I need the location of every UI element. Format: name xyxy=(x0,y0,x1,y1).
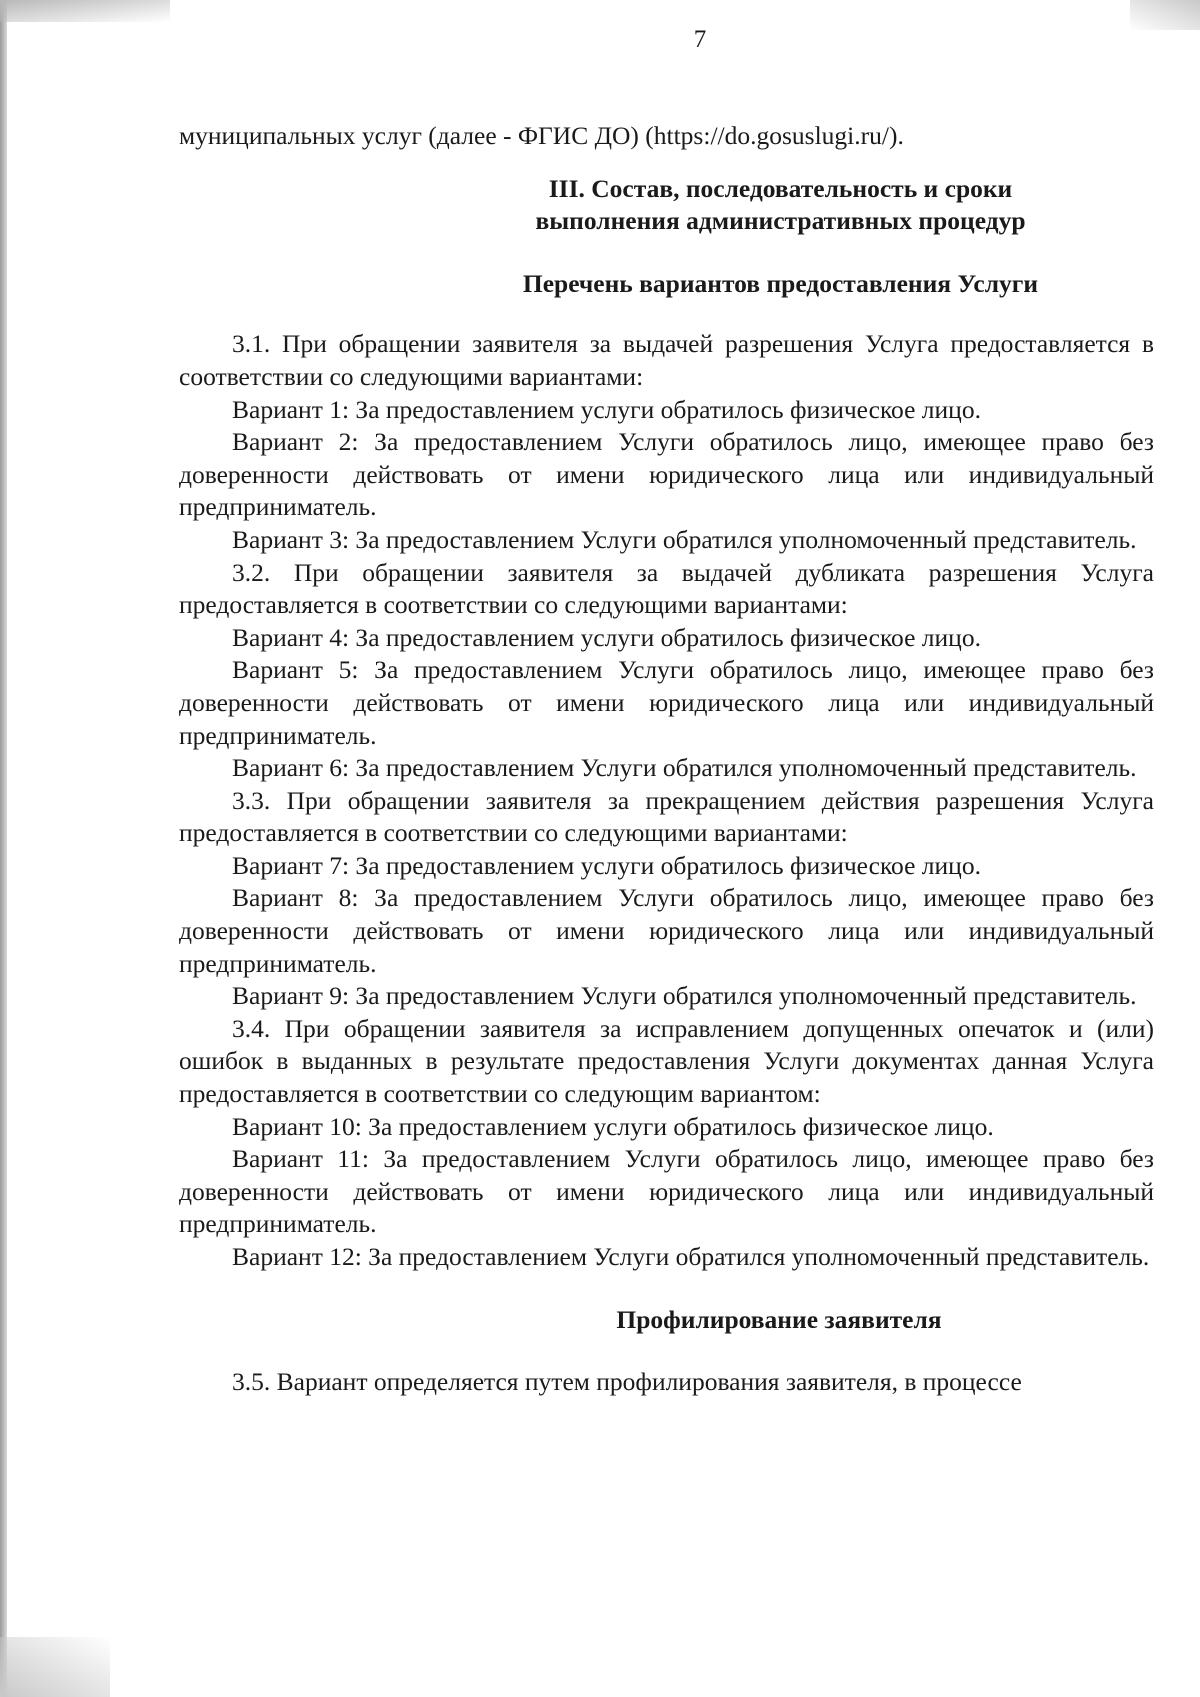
scan-edge xyxy=(0,0,7,1697)
page-number: 7 xyxy=(693,26,707,53)
variant-10: Вариант 10: За предоставлением услуги обратилось физическое лицо. xyxy=(232,1111,994,1141)
paragraph-3-3: 3.3. При обращении заявителя за прекращением действия разрешения Услуга предоставляется в соответствии со следующими вариантами: xyxy=(179,785,1154,848)
paragraph-3-5: 3.5. Вариант определяется путем профилирования заявителя, в процессе xyxy=(232,1367,1022,1397)
section-title-line-2: выполнения административных процедур xyxy=(535,206,1026,236)
scan-shadow xyxy=(0,1637,110,1697)
profile-section-title: Профилирование заявителя xyxy=(616,1304,942,1334)
section-title xyxy=(179,173,1154,238)
variant-12: Вариант 12: За предоставлением Услуги обратился уполномоченный представитель. xyxy=(232,1242,1150,1271)
paragraph-3-4: 3.4. При обращении заявителя за исправлением допущенных опечаток и (или) ошибок в выданных в результате предоставления Услуги документах данная Услуга предоставляется в соответствии со следующим вариантом: xyxy=(179,1013,1154,1109)
variant-5: Вариант 5: За предоставлением Услуги обратилось лицо, имеющее право без доверенности действовать от имени юридического лица или индивидуальный предприниматель. xyxy=(179,655,1154,750)
variant-2: Вариант 2: За предоставлением Услуги обратилось лицо, имеющее право без доверенности действовать от имени юридического лица или индивидуальный предприниматель. xyxy=(179,427,1154,522)
variant-1: Вариант 1: За предоставлением услуги обратилось физическое лицо. xyxy=(232,394,981,424)
section-title-line-1: III. Состав, последовательность и сроки xyxy=(548,173,1013,203)
variant-6: Вариант 6: За предоставлением Услуги обратился уполномоченный представитель. xyxy=(232,753,1137,783)
variant-11: Вариант 11: За предоставлением Услуги обратилось лицо, имеющее право без доверенности действовать от имени юридического лица или индивидуальный предприниматель. xyxy=(179,1144,1154,1239)
document-body xyxy=(179,120,1154,1399)
variant-4: Вариант 4: За предоставлением услуги обратилось физическое лицо. xyxy=(232,622,981,652)
paragraph-3-2: 3.2. При обращении заявителя за выдачей дубликата разрешения Услуга предоставляется в соответствии со следующими вариантами: xyxy=(179,557,1154,620)
variant-9: Вариант 9: За предоставлением Услуги обратился уполномоченный представитель. xyxy=(232,981,1137,1011)
scan-shadow xyxy=(0,0,170,22)
variant-8: Вариант 8: За предоставлением Услуги обратилось лицо, имеющее право без доверенности действовать от имени юридического лица или индивидуальный предприниматель. xyxy=(179,883,1154,978)
variant-7: Вариант 7: За предоставлением услуги обратилось физическое лицо. xyxy=(232,850,981,880)
continuation-line: муниципальных услуг (далее - ФГИС ДО) (https://do.gosuslugi.ru/). xyxy=(179,121,904,150)
variant-3: Вариант 3: За предоставлением Услуги обратился уполномоченный представитель. xyxy=(232,524,1137,554)
subsection-title: Перечень вариантов предоставления Услуги xyxy=(522,268,1039,298)
paragraph-3-1: 3.1. При обращении заявителя за выдачей разрешения Услуга предоставляется в соответствии со следующими вариантами: xyxy=(179,329,1154,391)
